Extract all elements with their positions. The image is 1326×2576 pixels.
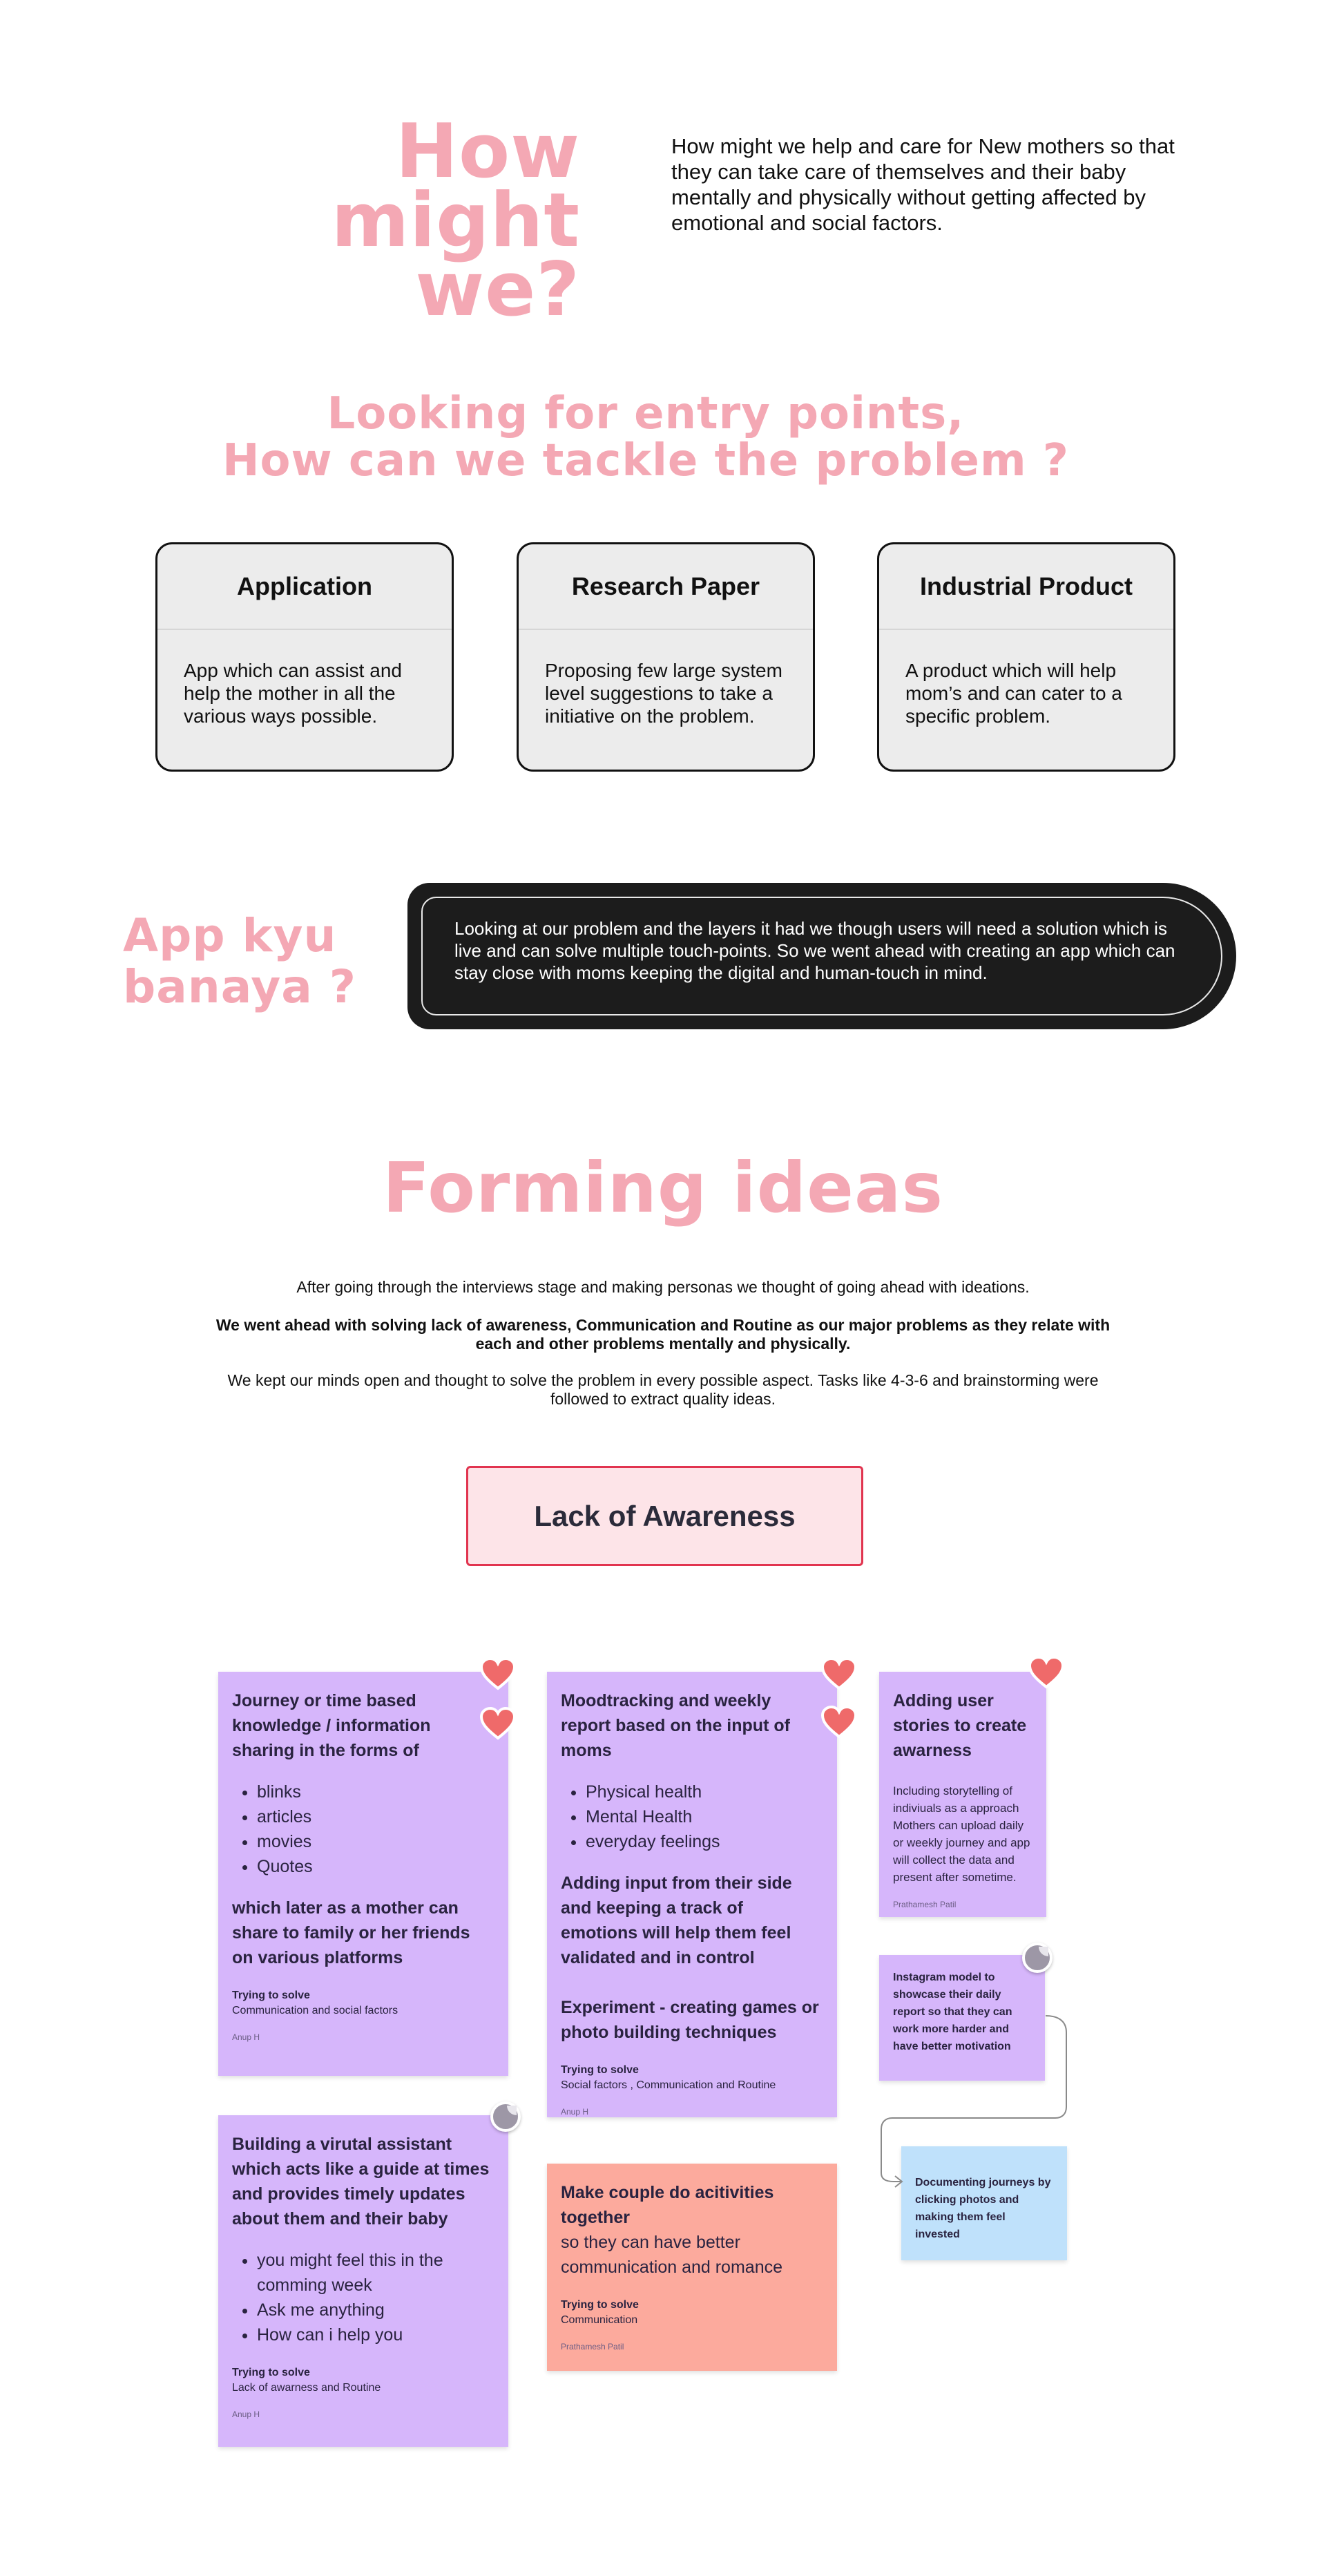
- list-item: • Physical health: [586, 1780, 823, 1804]
- forming-ideas-para2: We went ahead with solving lack of awareness, Communication and Routine as our major problems as they relate with each and other problems mentally and physically.: [215, 1316, 1111, 1353]
- app-kyu-callout-text: Looking at our problem and the layers it had we though users will need a solution which is live and can solve multiple touch-points. So we went ahead with creating an app which can stay close with moms keeping the digital and human-touch in mind.: [421, 897, 1222, 1015]
- trying-to-solve-value: Communication and social factors: [232, 2005, 398, 2016]
- lack-of-awareness-label: Lack of Awareness: [466, 1466, 863, 1566]
- note-list: [586, 1780, 823, 1854]
- heart-reaction-icon[interactable]: [820, 1657, 858, 1691]
- heart-reaction-icon[interactable]: [1027, 1655, 1066, 1690]
- connector-arrow: [877, 2010, 1084, 2217]
- forming-ideas-para3: We kept our minds open and thought to solve the problem in every possible aspect. Tasks like 4-3-6 and brainstorming were followed to extract quality ideas.: [227, 1371, 1099, 1408]
- trying-to-solve-label: Trying to solve: [232, 2367, 310, 2378]
- list-item: • articles: [257, 1804, 494, 1829]
- note-author: Anup H: [232, 2410, 260, 2419]
- trying-to-solve-label: Trying to solve: [232, 1990, 310, 2001]
- trying-to-solve-label: Trying to solve: [561, 2299, 639, 2311]
- note-title: Building a virutal assistant which acts like a guide at times and provides timely updates about them and their baby: [232, 2135, 490, 2229]
- sticker-pin-icon[interactable]: [1022, 1943, 1053, 1973]
- entry-card-title: Research Paper: [519, 544, 813, 630]
- note-author: Anup H: [232, 2032, 260, 2042]
- entry-card-body: A product which will help mom’s and can cater to a specific problem.: [905, 660, 1122, 727]
- note-paragraph: Adding input from their side and keeping a track of emotions will help them feel validated and in control: [561, 1873, 792, 1967]
- heart-reaction-icon[interactable]: [479, 1657, 517, 1691]
- trying-to-solve-label: Trying to solve: [561, 2064, 639, 2076]
- note-author: Prathamesh Patil: [893, 1900, 957, 1909]
- note-title: Adding user stories to create awarness: [893, 1691, 1027, 1760]
- entry-card-industrial-product: [877, 542, 1175, 772]
- sticky-note-couple: [547, 2164, 837, 2371]
- trying-to-solve-value: Communication: [561, 2314, 638, 2326]
- list-item: • you might feel this in the comming week: [257, 2248, 494, 2298]
- entry-points-title-line2: How can we tackle the problem ?: [222, 435, 1070, 486]
- entry-card-application: [155, 542, 454, 772]
- list-item: • movies: [257, 1829, 494, 1854]
- heart-reaction-icon[interactable]: [479, 1706, 517, 1741]
- forming-ideas-title: Forming ideas: [382, 1147, 944, 1228]
- entry-card-title: Industrial Product: [879, 544, 1173, 630]
- sticker-pin-icon[interactable]: [490, 2101, 521, 2132]
- note-list: [257, 1780, 494, 1879]
- trying-to-solve-value: Social factors , Communication and Routine: [561, 2079, 776, 2091]
- app-kyu-callout: [407, 883, 1236, 1029]
- note-author: Anup H: [561, 2107, 589, 2117]
- note-title: Moodtracking and weekly report based on the input of moms: [561, 1691, 790, 1760]
- entry-card-body: Proposing few large system level suggestions to take a initiative on the problem.: [545, 660, 782, 727]
- note-title: Journey or time based knowledge / information sharing in the forms of: [232, 1691, 431, 1760]
- list-item: • everyday feelings: [586, 1829, 823, 1854]
- how-might-we-title-line1: How might: [331, 108, 580, 264]
- app-kyu-title-line2: banaya ?: [123, 960, 357, 1013]
- list-item: • How can i help you: [257, 2322, 494, 2347]
- entry-card-research-paper: [517, 542, 815, 772]
- note-body: Instagram model to showcase their daily report so that they can work more harder and have better motivation: [893, 1972, 1012, 2052]
- list-item: • Quotes: [257, 1854, 494, 1879]
- entry-points-title: [0, 390, 1291, 484]
- how-might-we-title: [193, 108, 580, 333]
- trying-to-solve-value: Lack of awarness and Routine: [232, 2382, 381, 2394]
- entry-card-title: Application: [157, 544, 452, 630]
- app-kyu-title-line1: App kyu: [123, 909, 337, 962]
- forming-ideas-para1: After going through the interviews stage and making personas we thought of going ahead with ideations.: [296, 1278, 1030, 1296]
- how-might-we-statement: How might we help and care for New mothers so that they can take care of themselves and their baby mentally and physically without getting affected by emotional and social factors.: [671, 134, 1175, 235]
- note-body: Documenting journeys by clicking photos and making them feel invested: [915, 2177, 1051, 2240]
- entry-points-title-line1: Looking for entry points,: [327, 388, 965, 439]
- app-kyu-title: [123, 910, 372, 1013]
- entry-card-body: App which can assist and help the mother in all the various ways possible.: [184, 660, 402, 727]
- note-body: Including storytelling of indiviuals as a approach Mothers can upload daily or weekly journey and app will collect the data and present after sometime.: [893, 1784, 1030, 1884]
- list-item: • Ask me anything: [257, 2298, 494, 2322]
- note-tail: which later as a mother can share to family or her friends on various platforms: [232, 1898, 470, 1967]
- note-paragraph: Experiment - creating games or photo building techniques: [561, 1998, 819, 2042]
- heart-reaction-icon[interactable]: [820, 1705, 858, 1739]
- note-list: [257, 2248, 494, 2347]
- sticky-note-journey: [218, 1672, 508, 2076]
- list-item: • Mental Health: [586, 1804, 823, 1829]
- note-author: Prathamesh Patil: [561, 2342, 624, 2351]
- how-might-we-title-line2: we?: [415, 247, 580, 333]
- list-item: • blinks: [257, 1780, 494, 1804]
- sticky-note-user-stories: [879, 1672, 1046, 1917]
- note-body: so they can have better communication and romance: [561, 2233, 782, 2277]
- note-title: Make couple do acitivities together: [561, 2183, 774, 2227]
- sticky-note-moodtracking: [547, 1672, 837, 2117]
- sticky-note-virtual-assistant: [218, 2115, 508, 2447]
